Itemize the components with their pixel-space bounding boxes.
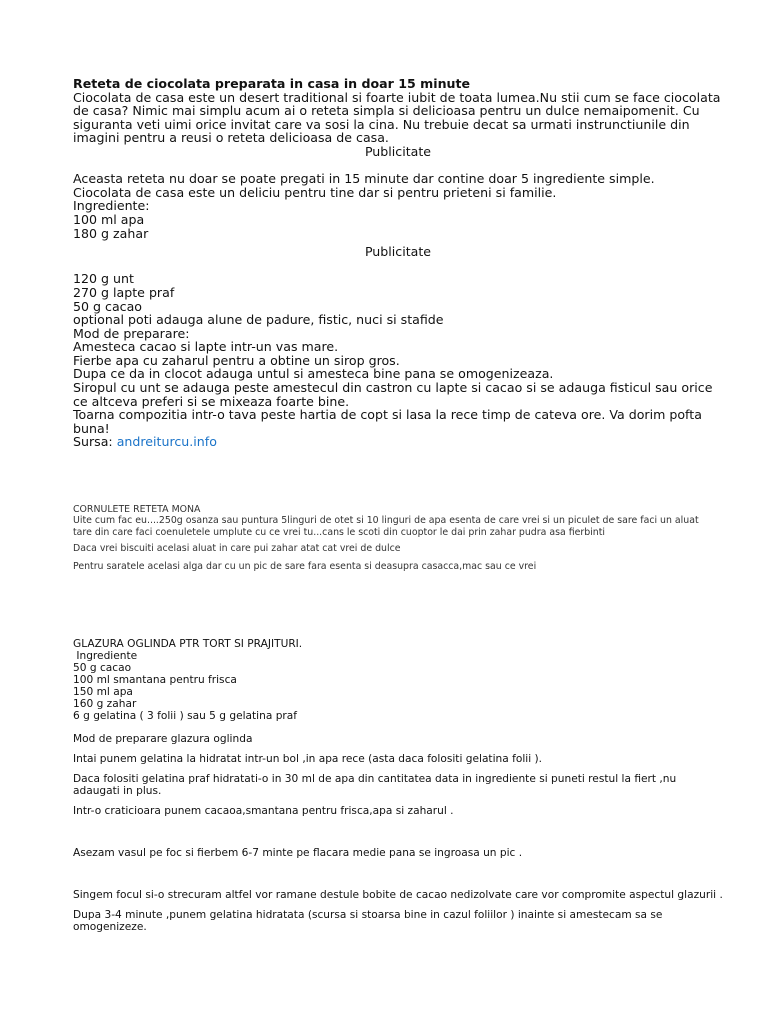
ingredients-heading: Ingrediente: (73, 198, 150, 214)
ingredient-item: 50 g cacao (73, 298, 143, 314)
article-intro: Ciocolata de casa este un desert traditional si foarte iubit de toata lumea.Nu stii cum se face ciocolata de casa? Nimic mai simplu acum ai o reteta simpla si delicioasa pentru un dulce nemaipomenit. Cu siguranta veti uimi orice invitat care va sosi la cina. Nu trebuie decat sa urmati instrunctiunile din imagini pentru a reusi o reteta delicioasa de casa. (73, 89, 721, 146)
source-label: Sursa: (73, 434, 113, 450)
paragraph: Daca vrei biscuiti acelasi aluat in care pui zahar atat cat vrei de dulce (73, 543, 401, 555)
ingredient-item: optional poti adauga alune de padure, fistic, nuci si stafide (73, 312, 444, 328)
paragraph: Ciocolata de casa este un deliciu pentru tine dar si pentru prieteni si familie. (73, 184, 557, 200)
paragraph: Uite cum fac eu....250g osanza sau puntura 5linguri de otet si 10 linguri de apa esenta de care vrei si un piculet de sare faci un aluat tare din care faci coenuletele umplute cu ce vrei tu...cans le scoti din cuoptor le dai prin zahar pudra asa fierbinti (73, 515, 699, 538)
paragraph: Aceasta reteta nu doar se poate pregati in 15 minute dar contine doar 5 ingrediente simple. (73, 171, 655, 187)
paragraph: Asezam vasul pe foc si fierbem 6-7 minte pe flacara medie pana se ingroasa un pic . (73, 847, 523, 859)
method-step: Fierbe apa cu zaharul pentru a obtine un sirop gros. (73, 352, 400, 368)
ingredient-item: 150 ml apa (73, 686, 133, 698)
ingredient-item: 120 g unt (73, 271, 134, 287)
ingredient-item: 180 g zahar (73, 225, 149, 241)
method-heading: Mod de preparare: (73, 325, 190, 341)
glazura-section (73, 638, 723, 933)
ingredient-item: 270 g lapte praf (73, 284, 175, 300)
paragraph: Pentru saratele acelasi alga dar cu un pic de sare fara esenta si deasupra casacca,mac sau ce vrei (73, 560, 537, 572)
source-link[interactable]: andreiturcu.info (116, 434, 217, 450)
method-step: Siropul cu unt se adauga peste amestecul din castron cu lapte si cacao si se adauga fisticul sau orice ce altceva preferi si se mixeaza foarte bine. (73, 380, 713, 409)
paragraph: Intai punem gelatina la hidratat intr-un bol ,in apa rece (asta daca folositi gelatina folii ). (73, 753, 543, 765)
ingredient-item: 100 ml smantana pentru frisca (73, 674, 237, 686)
ingredient-item: 160 g zahar (73, 698, 137, 710)
method-heading: Mod de preparare glazura oglinda (73, 733, 253, 745)
method-step: Dupa ce da in clocot adauga untul si amesteca bine pana se omogenizeaza. (73, 366, 554, 382)
section-title: GLAZURA OGLINDA PTR TORT SI PRAJITURI. (73, 638, 303, 650)
recipe-article (73, 77, 723, 449)
paragraph: Daca folositi gelatina praf hidratati-o in 30 ml de apa din cantitatea data in ingrediente si puneti restul la fiert ,nu adaugati in plus. (73, 773, 677, 797)
ingredients-heading: Ingrediente (73, 650, 138, 662)
paragraph: Singem focul si-o strecuram altfel vor ramane destule bobite de cacao nedizolvate care vor compromite aspectul glazurii . (73, 889, 723, 901)
article-title: Reteta de ciocolata preparata in casa in doar 15 minute (73, 76, 471, 91)
method-step: Amesteca cacao si lapte intr-un vas mare. (73, 339, 339, 355)
ingredient-item: 6 g gelatina ( 3 folii ) sau 5 g gelatina praf (73, 710, 298, 722)
cornulete-section (73, 504, 713, 572)
ad-label: Publicitate (364, 143, 432, 159)
method-step: Toarna compozitia intr-o tava peste hartia de copt si lasa la rece timp de cateva ore. Va dorim pofta buna! (73, 407, 702, 436)
source-line (73, 435, 723, 449)
ad-label: Publicitate (364, 244, 432, 260)
paragraph: Intr-o craticioara punem cacaoa,smantana pentru frisca,apa si zaharul . (73, 805, 454, 817)
ingredient-item: 50 g cacao (73, 662, 132, 674)
section-title: CORNULETE RETETA MONA (73, 504, 201, 515)
paragraph: Dupa 3-4 minute ,punem gelatina hidratata (scursa si stoarsa bine in cazul foliilor ) inainte si amestecam sa se omogenizeze. (73, 909, 663, 933)
ingredient-item: 100 ml apa (73, 211, 145, 227)
